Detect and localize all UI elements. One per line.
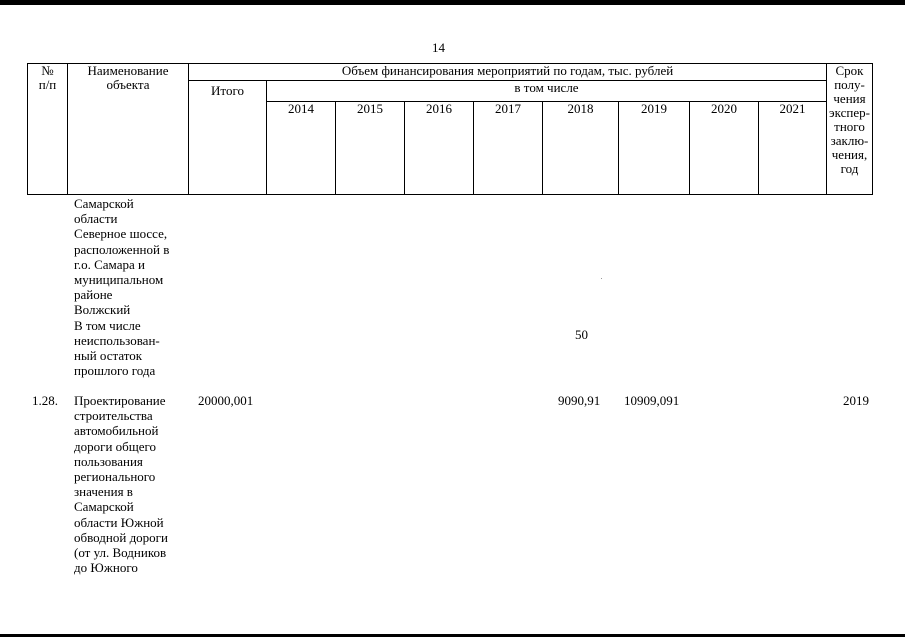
table-header [27, 63, 873, 195]
row-continued-value-2018: 50 [575, 327, 588, 342]
header-name: Наименование объекта [68, 64, 189, 195]
row-128-value-2018: 9090,91 [558, 393, 601, 408]
row-128-term: 2019 [843, 393, 869, 408]
row-continued-name: Самарской области Северное шоссе, расположенной в г.о. Самара и муниципальном районе Волжский В том числе неиспользован- ный остаток прошлого года [74, 196, 170, 379]
row-128-name: Проектирование строительства автомобильной дороги общего пользования регионального значения в Самарской области Южной обводной дороги (от ул. Водников до Южного [74, 393, 168, 576]
header-total: Итого [189, 81, 267, 195]
page-number: 14 [432, 40, 445, 55]
header-including: в том числе [267, 81, 827, 102]
scan-speck [601, 278, 602, 279]
header-year-2014: 2014 [267, 102, 336, 195]
header-year-2019: 2019 [619, 102, 690, 195]
header-year-2021: 2021 [759, 102, 827, 195]
row-128-total: 20000,001 [198, 393, 254, 408]
row-128-num: 1.28. [32, 393, 58, 408]
header-funding: Объем финансирования мероприятий по годам, тыс. рублей [189, 64, 827, 81]
header-year-2017: 2017 [474, 102, 543, 195]
header-year-2020: 2020 [690, 102, 759, 195]
header-year-2015: 2015 [336, 102, 405, 195]
header-year-2018: 2018 [543, 102, 619, 195]
bottom-border-rule [0, 634, 905, 637]
row-128-value-2019: 10909,091 [624, 393, 680, 408]
header-num: № п/п [28, 64, 68, 195]
top-border-rule [0, 0, 905, 5]
header-year-2016: 2016 [405, 102, 474, 195]
header-term: Срок полу- чения экспер- тного заклю- чения, год [827, 64, 873, 195]
